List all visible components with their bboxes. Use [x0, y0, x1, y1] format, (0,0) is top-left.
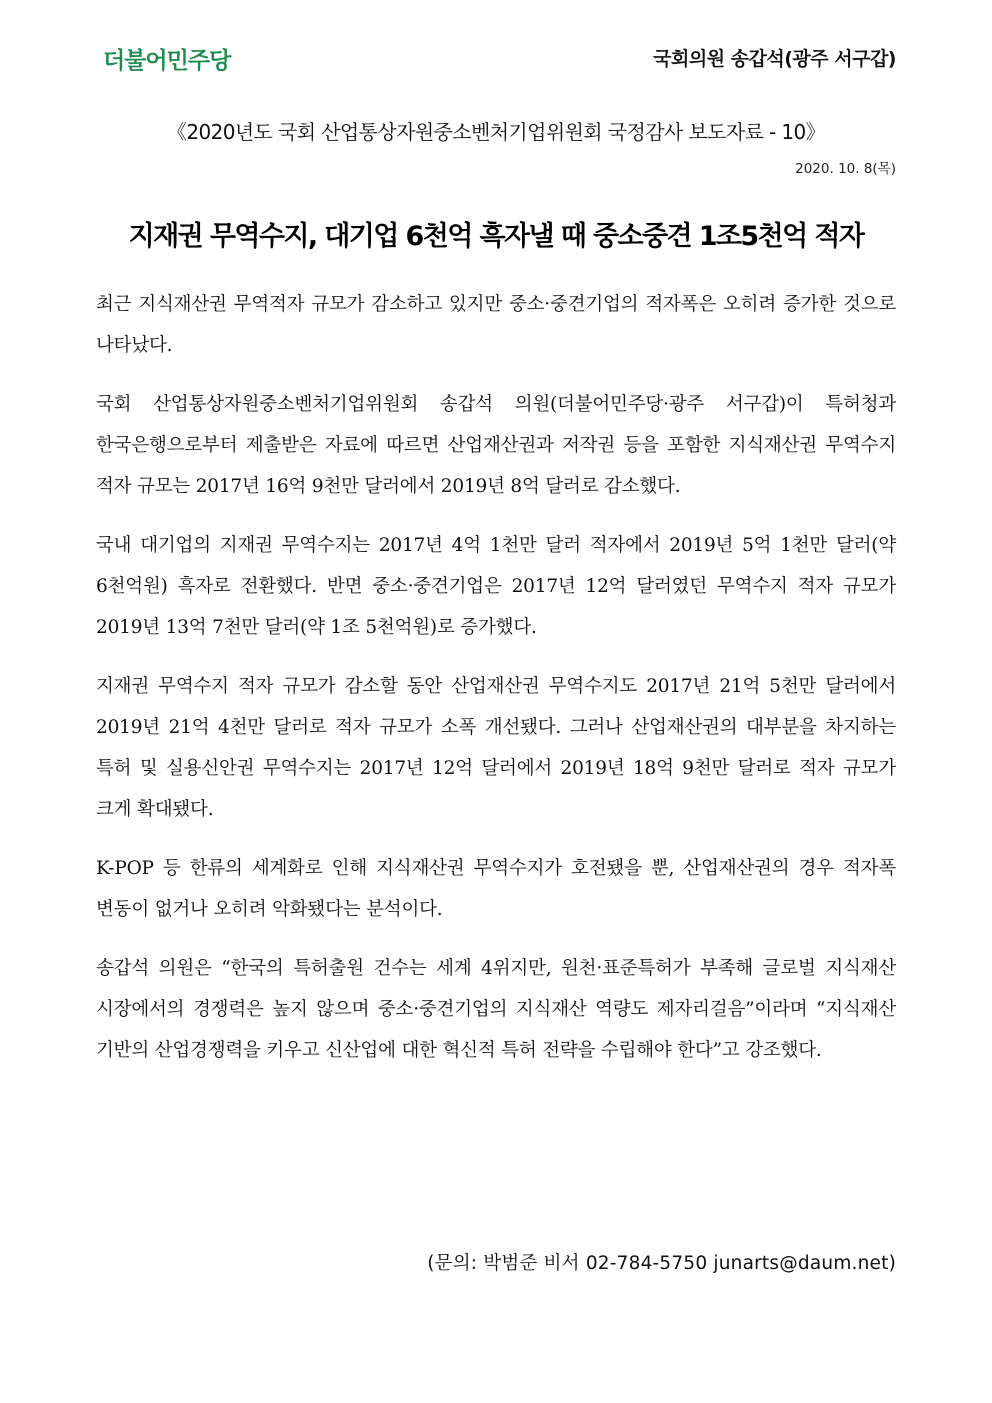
party-logo: 더불어민주당	[103, 48, 231, 74]
paragraph-5: K-POP 등 한류의 세계화로 인해 지식재산권 무역수지가 호전됐을 뿐, 산업재산권의 경우 적자폭 변동이 없거나 오히려 악화됐다는 분석이다.	[96, 858, 896, 920]
headline: 지재권 무역수지, 대기업 6천억 흑자낼 때 중소중견 1조5천억 적자	[128, 221, 864, 252]
series-title: 《2020년도 국회 산업통상자원중소벤처기업위원회 국정감사 보도자료 - 10》	[166, 120, 826, 144]
article-body	[96, 284, 896, 1089]
contact-info: (문의: 박범준 비서 02-784-5750 junarts@daum.net)	[427, 1253, 896, 1274]
paragraph-2: 국회 산업통상자원중소벤처기업위원회 송갑석 의원(더불어민주당·광주 서구갑)이 특허청과 한국은행으로부터 제출받은 자료에 따르면 산업재산권과 저작권 등을 포함한 지식재산권 무역수지 적자 규모는 2017년 16억 9천만 달러에서 2019년 8억 달러로 감소했다.	[96, 394, 896, 497]
paragraph-3: 국내 대기업의 지재권 무역수지는 2017년 4억 1천만 달러 적자에서 2019년 5억 1천만 달러(약 6천억원) 흑자로 전환했다. 반면 중소·중견기업은 2017년 12억 달러였던 무역수지 적자 규모가 2019년 13억 7천만 달러(약 1조 5천억원)로 증가했다.	[96, 535, 896, 638]
paragraph-4: 지재권 무역수지 적자 규모가 감소할 동안 산업재산권 무역수지도 2017년 21억 5천만 달러에서 2019년 21억 4천만 달러로 적자 규모가 소폭 개선됐다. 그러나 산업재산권의 대부분을 차지하는 특허 및 실용신안권 무역수지는 2017년 12억 달러에서 2019년 18억 9천만 달러로 적자 규모가 크게 확대됐다.	[96, 676, 896, 820]
release-date: 2020. 10. 8(목)	[795, 161, 896, 177]
paragraph-6: 송갑석 의원은 “한국의 특허출원 건수는 세계 4위지만, 원천·표준특허가 부족해 글로벌 지식재산 시장에서의 경쟁력은 높지 않으며 중소·중견기업의 지식재산 역량도 제자리걸음”이라며 “지식재산 기반의 산업경쟁력을 키우고 신산업에 대한 혁신적 특허 전략을 수립해야 한다”고 강조했다.	[96, 958, 896, 1061]
paragraph-1: 최근 지식재산권 무역적자 규모가 감소하고 있지만 중소·중견기업의 적자폭은 오히려 증가한 것으로 나타났다.	[96, 294, 896, 356]
member-name: 국회의원 송갑석(광주 서구갑)	[653, 48, 896, 70]
